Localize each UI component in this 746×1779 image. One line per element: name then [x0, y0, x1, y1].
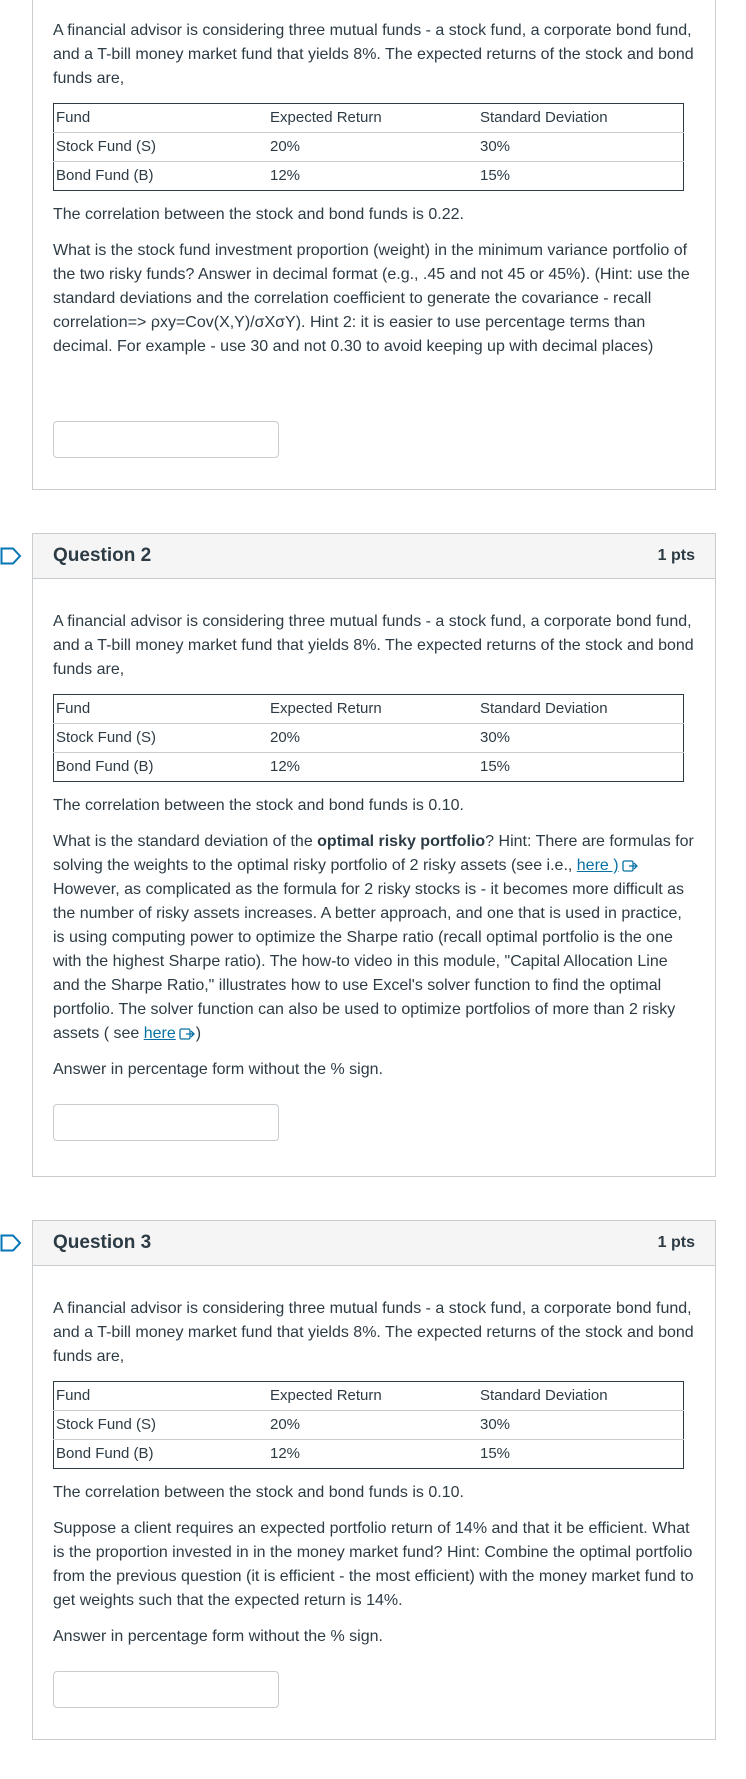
- table-row: [54, 695, 684, 724]
- question-2-text-part: However, as complicated as the formula for 2 risky stocks is - it becomes more difficult as the number of risky assets increases. A better approach, and one that is used in practice, is using computing power to optimize the Sharpe ratio (recall optimal portfolio is the one with the highest Sharpe ratio). The how-to video in this module, "Capital Allocation Line and the Sharpe Ratio," illustrates how to use Excel's solver function to find the optimal portfolio. The solver function can also be used to optimize portfolios of more than 2 risky assets ( see: [53, 881, 685, 1042]
- question-2-intro: A financial advisor is considering three mutual funds - a stock fund, a corporate bond fund, and a T-bill money market fund that yields 8%. The expected returns of the stock and bond funds are,: [53, 613, 694, 678]
- question-1-card: [32, 0, 716, 490]
- table-header: Standard Deviation: [480, 1387, 608, 1404]
- question-2-title: Question 2: [53, 545, 152, 566]
- question-3-correlation: The correlation between the stock and bond funds is 0.10.: [53, 1484, 464, 1501]
- question-3-points: 1 pts: [657, 1234, 695, 1251]
- question-1-intro: A financial advisor is considering three mutual funds - a stock fund, a corporate bond fund, and a T-bill money market fund that yields 8%. The expected returns of the stock and bond funds are,: [53, 22, 694, 87]
- question-2-table: [53, 694, 684, 782]
- question-1-answer-input[interactable]: [53, 421, 279, 458]
- table-cell: Stock Fund (S): [54, 1411, 269, 1440]
- question-3-answer-note: Answer in percentage form without the % sign.: [53, 1628, 383, 1645]
- table-header: Standard Deviation: [480, 109, 608, 126]
- table-cell: 12%: [268, 753, 478, 782]
- table-row: [54, 753, 684, 782]
- external-link-icon: [179, 1027, 196, 1040]
- table-cell: 30%: [478, 724, 684, 753]
- question-3-card: [32, 1220, 716, 1740]
- question-1-text: What is the stock fund investment proportion (weight) in the minimum variance portfolio of the two risky funds? Answer in decimal format (e.g., .45 and not 45 or 45%). (Hint: use the standard deviations and the correlation coefficient to generate the covariance - recall correlation=> ρxy=Cov(X,Y)/σXσY). Hint 2: it is easier to use percentage terms than decimal. For example - use 30 and not 0.30 to avoid keeping up with decimal places): [53, 242, 690, 355]
- bookmark-flag-icon[interactable]: [0, 547, 22, 565]
- bookmark-flag-icon[interactable]: [0, 1234, 22, 1252]
- question-2-bold-term: optimal risky portfolio: [317, 833, 486, 850]
- table-cell: 12%: [268, 162, 478, 191]
- table-row: [54, 162, 684, 191]
- table-cell: 12%: [268, 1440, 478, 1469]
- question-3-title: Question 3: [53, 1232, 152, 1253]
- question-2-header: [33, 534, 715, 579]
- table-cell: Bond Fund (B): [54, 1440, 269, 1469]
- table-header: Expected Return: [270, 700, 382, 717]
- table-cell: 20%: [268, 133, 478, 162]
- question-2-text-part: What is the standard deviation of the: [53, 833, 318, 850]
- table-cell: 30%: [478, 133, 684, 162]
- question-3-table: [53, 1381, 684, 1469]
- table-header: Fund: [56, 109, 91, 126]
- question-3-header: [33, 1221, 715, 1266]
- question-2-answer-note: Answer in percentage form without the % sign.: [53, 1061, 383, 1078]
- table-row: [54, 1411, 684, 1440]
- table-row: [54, 133, 684, 162]
- question-3-intro: A financial advisor is considering three mutual funds - a stock fund, a corporate bond fund, and a T-bill money market fund that yields 8%. The expected returns of the stock and bond funds are,: [53, 1300, 694, 1365]
- table-header: Fund: [56, 700, 91, 717]
- question-2-points: 1 pts: [657, 547, 695, 564]
- table-header: Fund: [56, 1387, 91, 1404]
- question-2-text-part: ? Hint: There are formulas for solving the weights to the optimal risky portfolio of 2 risky assets (see i.e.,: [53, 833, 694, 874]
- question-2-text: [53, 830, 695, 1046]
- question-2-correlation: The correlation between the stock and bond funds is 0.10.: [53, 797, 464, 814]
- question-2-card: [32, 533, 716, 1177]
- table-row: [54, 1382, 684, 1411]
- table-row: [54, 724, 684, 753]
- question-1-correlation: The correlation between the stock and bond funds is 0.22.: [53, 206, 464, 223]
- table-cell: Stock Fund (S): [54, 724, 269, 753]
- table-header: Expected Return: [270, 109, 382, 126]
- table-cell: 15%: [478, 753, 684, 782]
- question-3-answer-input[interactable]: [53, 1671, 279, 1708]
- here-link-2[interactable]: here: [143, 1025, 176, 1042]
- question-2-answer-input[interactable]: [53, 1104, 279, 1141]
- table-cell: Bond Fund (B): [54, 162, 269, 191]
- here-link-1[interactable]: here ): [576, 857, 619, 874]
- external-link-icon: [622, 859, 639, 872]
- table-cell: 15%: [478, 162, 684, 191]
- table-cell: 15%: [478, 1440, 684, 1469]
- table-cell: Stock Fund (S): [54, 133, 269, 162]
- table-cell: 20%: [268, 724, 478, 753]
- table-row: [54, 104, 684, 133]
- table-cell: 20%: [268, 1411, 478, 1440]
- table-header: Expected Return: [270, 1387, 382, 1404]
- question-1-table: [53, 103, 684, 191]
- table-row: [54, 1440, 684, 1469]
- table-cell: 30%: [478, 1411, 684, 1440]
- question-2-text-part: ): [195, 1025, 202, 1042]
- table-cell: Bond Fund (B): [54, 753, 269, 782]
- question-3-text: Suppose a client requires an expected portfolio return of 14% and that it be efficient. What is the proportion invested in in the money market fund? Hint: Combine the optimal portfolio from the previous question (it is efficient - the most efficient) with the money market fund to get weights such that the expected return is 14%.: [53, 1520, 694, 1609]
- table-header: Standard Deviation: [480, 700, 608, 717]
